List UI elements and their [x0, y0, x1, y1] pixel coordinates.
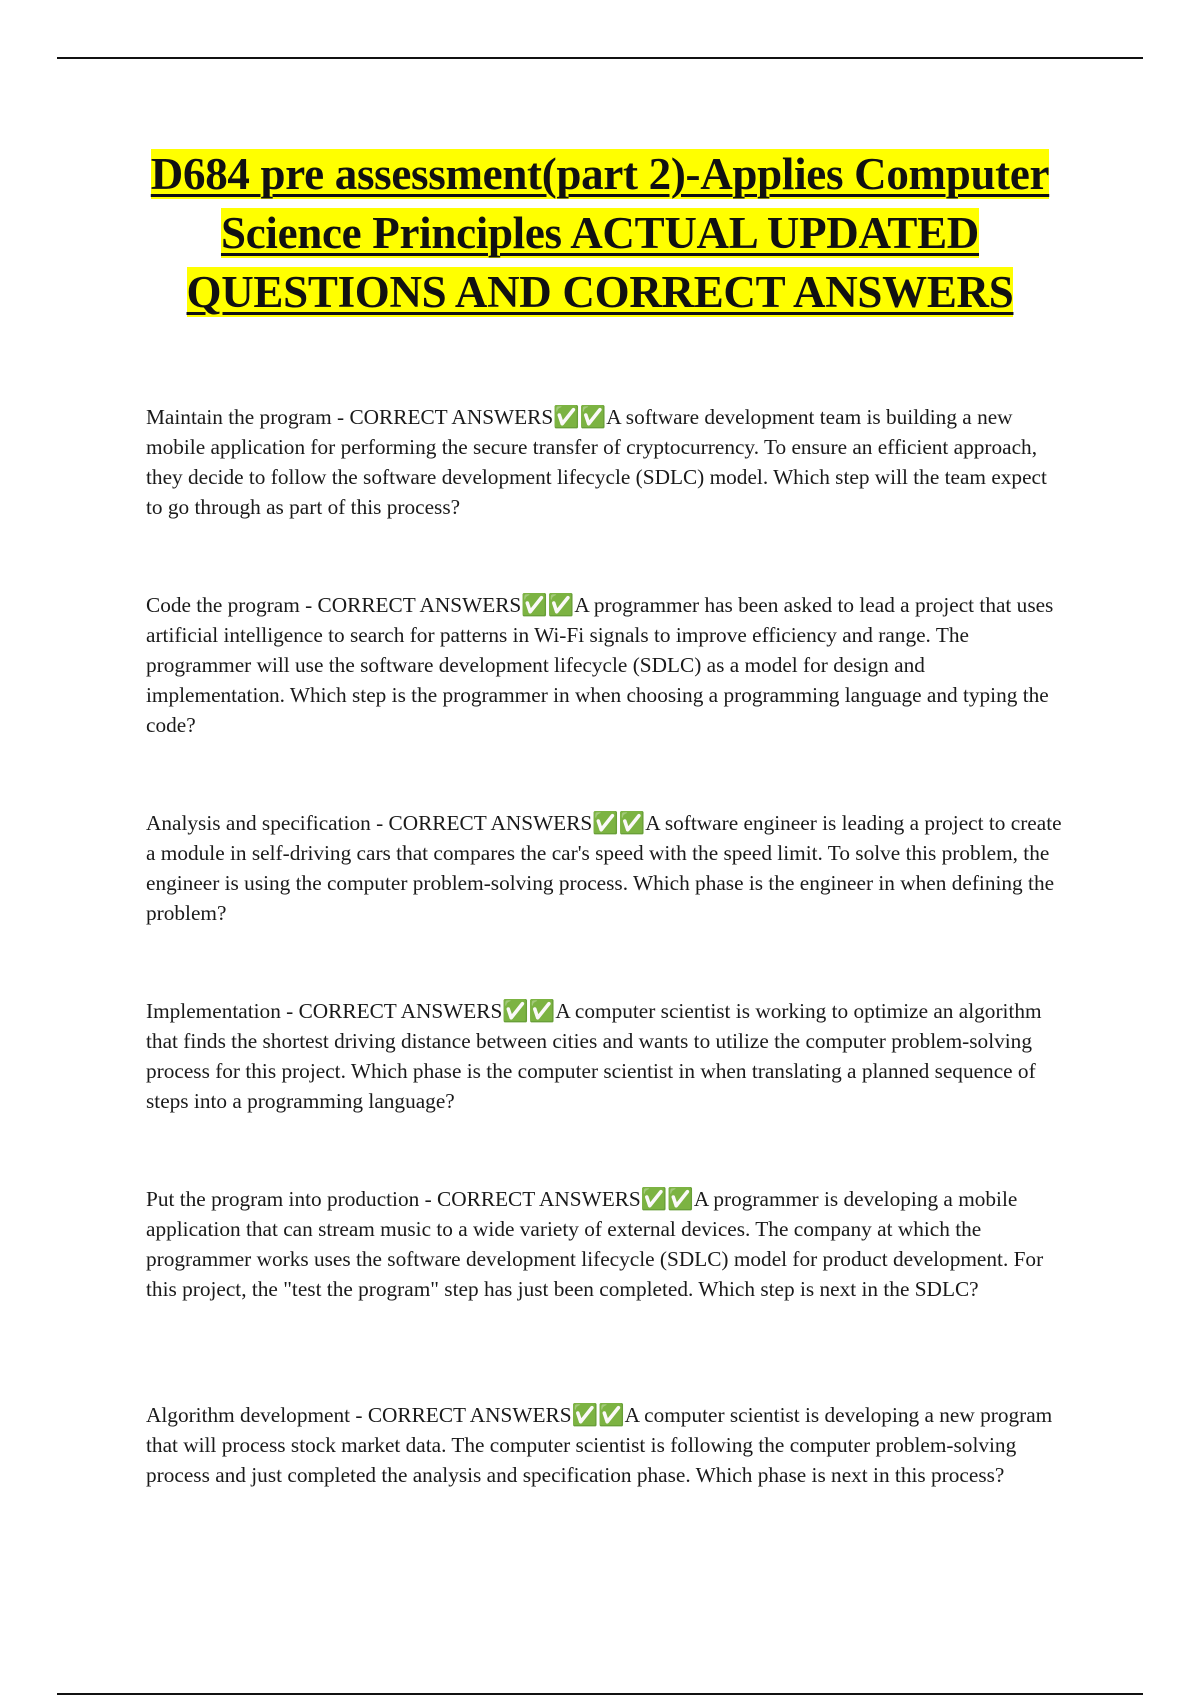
qa-item-6	[146, 1400, 1066, 1490]
document-title	[100, 145, 1100, 322]
separator: -	[419, 1187, 438, 1211]
qa-item-4	[146, 996, 1066, 1116]
top-rule	[57, 57, 1143, 59]
correct-answers-label: CORRECT ANSWERS	[349, 405, 554, 429]
answer-text: Maintain the program	[146, 405, 332, 429]
separator: -	[299, 593, 318, 617]
qa-item-1	[146, 402, 1066, 522]
question-text: A programmer has been asked to lead a project that uses artificial intelligence to search for patterns in Wi-Fi signals to improve efficiency and range. The programmer will use the software development lifecycle (SDLC) as a model for design and implementation. Which step is the programmer in when choosing a programming language and typing the code?	[146, 593, 1054, 737]
correct-answers-label: CORRECT ANSWERS	[317, 593, 522, 617]
question-text: A programmer is developing a mobile application that can stream music to a wide variety of external devices. The company at which the programmer works uses the software development lifecycle (SDLC) model for product development. For this project, the "test the program" step has just been completed. Which step is next in the SDLC?	[146, 1187, 1044, 1301]
answer-text: Code the program	[146, 593, 300, 617]
correct-answers-label: CORRECT ANSWERS	[437, 1187, 641, 1211]
answer-text: Analysis and specification	[146, 811, 371, 835]
double-check-icon: ✅✅	[553, 405, 607, 429]
qa-item-2	[146, 590, 1066, 740]
separator: -	[280, 999, 299, 1023]
question-text: A software development team is building a new mobile application for performing the secure transfer of cryptocurrency. To ensure an efficient approach, they decide to follow the software development lifecycle (SDLC) model. Which step will the team expect to go through as part of this process?	[146, 405, 1047, 519]
double-check-icon: ✅✅	[502, 999, 556, 1023]
separator: -	[370, 811, 389, 835]
answer-text: Implementation	[146, 999, 281, 1023]
separator: -	[331, 405, 350, 429]
answer-text: Put the program into production	[146, 1187, 420, 1211]
double-check-icon: ✅✅	[592, 811, 646, 835]
double-check-icon: ✅✅	[521, 593, 575, 617]
double-check-icon: ✅✅	[571, 1403, 625, 1427]
correct-answers-label: CORRECT ANSWERS	[298, 999, 503, 1023]
correct-answers-label: CORRECT ANSWERS	[388, 811, 593, 835]
answer-text: Algorithm development	[146, 1403, 351, 1427]
question-text: A computer scientist is working to optimize an algorithm that finds the shortest driving distance between cities and wants to utilize the computer problem-solving process for this project. Which phase is the computer scientist in when translating a planned sequence of steps into a programming language?	[146, 999, 1042, 1113]
document-title-text: D684 pre assessment(part 2)-Applies Computer Science Principles ACTUAL UPDATED QUESTIONS AND CORRECT ANSWERS	[150, 149, 1050, 317]
correct-answers-label: CORRECT ANSWERS	[367, 1403, 572, 1427]
question-text: A software engineer is leading a project to create a module in self-driving cars that compares the car's speed with the speed limit. To solve this problem, the engineer is using the computer problem-solving process. Which phase is the engineer in when defining the problem?	[146, 811, 1062, 925]
separator: -	[350, 1403, 368, 1427]
bottom-rule	[57, 1693, 1143, 1695]
question-text: A computer scientist is developing a new program that will process stock market data. The computer scientist is following the computer problem-solving process and just completed the analysis and specification phase. Which phase is next in this process?	[146, 1403, 1053, 1487]
qa-item-5	[146, 1184, 1066, 1304]
double-check-icon: ✅✅	[640, 1187, 694, 1211]
qa-item-3	[146, 808, 1066, 928]
